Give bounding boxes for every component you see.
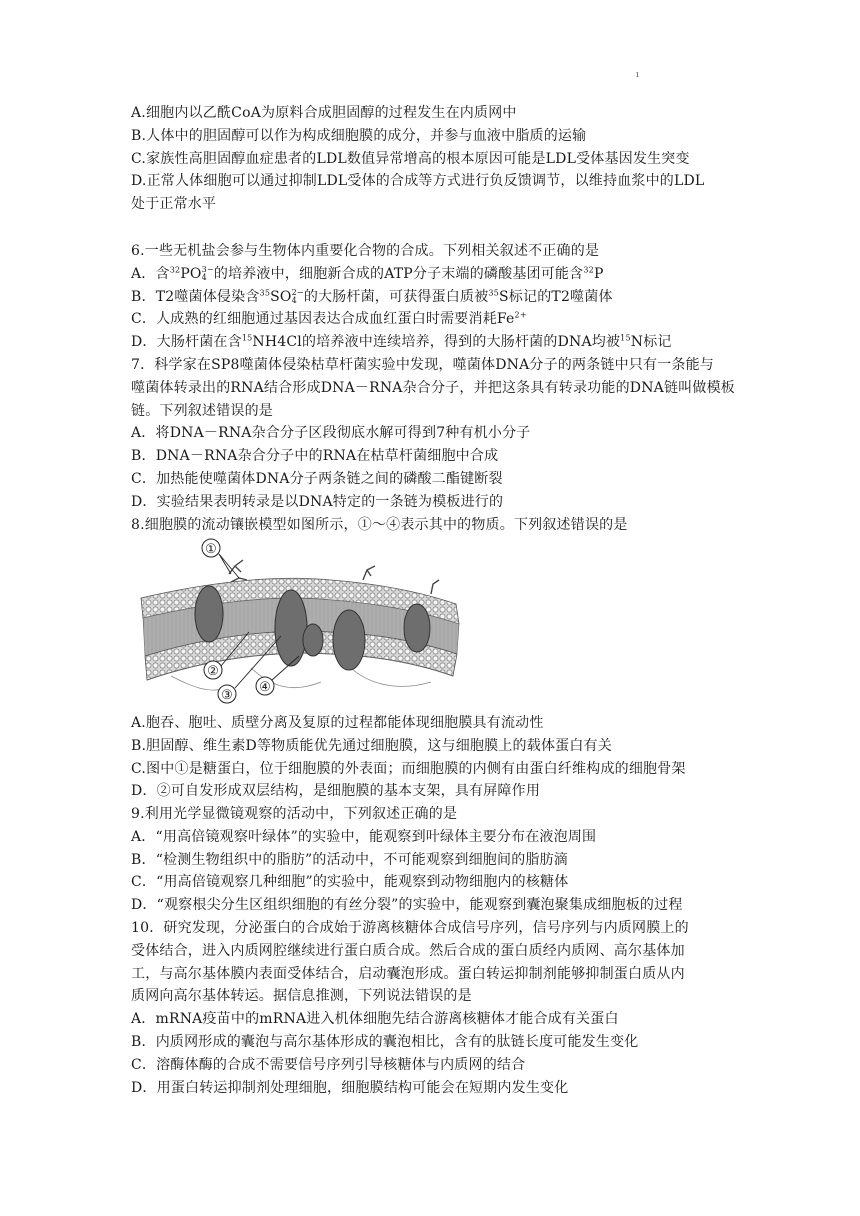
- q7-option-a: A．将DNA－RNA杂合分子区段彻底水解可得到7种有机小分子: [131, 425, 531, 442]
- q10-stem-line-2: 受体结合，进入内质网腔继续进行蛋白质合成。然后合成的蛋白质经内质网、高尔基体加: [131, 942, 685, 959]
- q10-stem-line-4: 质网向高尔基体转运。据信息推测，下列说法错误的是: [131, 988, 472, 1005]
- q6c-sup: 2+: [514, 310, 527, 320]
- q5-option-a: A.细胞内以乙酰CoA为原料合成胆固醇的过程发生在内质网中: [131, 105, 517, 121]
- q6d-mid: NH4Cl的培养液中连续培养，得到的大肠杆菌的DNA均被: [252, 334, 621, 351]
- q6a-ion: PO: [180, 265, 202, 282]
- q6c-pre: C．人成熟的红细胞通过基因表达合成血红蛋白时需要消耗Fe: [131, 311, 515, 328]
- q7-option-b: B．DNA－RNA杂合分子中的RNA在枯草杆菌细胞中合成: [131, 448, 499, 465]
- question-8-options: [131, 712, 741, 803]
- q6b-pre: B．T2噬菌体侵染含: [131, 288, 260, 305]
- q6-option-b: [131, 286, 741, 309]
- q6b-sup: 2−: [291, 287, 304, 297]
- q9-option-c: C．“用高倍镜观察几种细胞”的实验中，能观察到动物细胞内的核糖体: [131, 874, 569, 891]
- q10-option-a: A．mRNA疫苗中的mRNA进入机体细胞先结合游离核糖体才能合成有关蛋白: [131, 1011, 619, 1028]
- label-2: ②: [207, 664, 219, 679]
- q9-option-b: B．“检测生物组织中的脂肪”的活动中，不可能观察到细胞间的脂肪滴: [131, 851, 569, 868]
- q6d-iso: 15: [241, 333, 253, 343]
- q6a-sup: 3−: [201, 264, 214, 274]
- q8-option-a: A.胞吞、胞吐、质壁分离及复原的过程都能体现细胞膜具有流动性: [131, 715, 544, 731]
- q6d-iso2: 15: [620, 333, 631, 343]
- label-1-callout: [202, 539, 239, 578]
- q6b-iso: 35: [259, 287, 271, 297]
- q6a-iso: 32: [169, 265, 181, 275]
- q5-option-d-continued: 处于正常水平: [131, 196, 217, 213]
- label-3: ③: [221, 688, 233, 703]
- q6b-ion-script: [292, 289, 304, 305]
- q6d-tail: N标记: [630, 334, 672, 351]
- q7-stem-line-2: 噬菌体转录出的RNA结合形成DNA－RNA杂合分子，并把这条具有转录功能的DNA链叫做模板: [131, 379, 735, 396]
- q6b-ion: SO: [270, 288, 292, 305]
- q6b-iso2: 35: [488, 287, 500, 297]
- q6-option-a: [131, 263, 741, 286]
- question-10: [131, 917, 741, 1099]
- q9-stem: 9.利用光学显微镜观察的活动中，下列叙述正确的是: [131, 806, 458, 822]
- question-7: [131, 354, 741, 536]
- q7-option-d: D．实验结果表明转录是以DNA特定的一条链为模板进行的: [131, 493, 504, 510]
- q10-option-b: B．内质网形成的囊泡与高尔基体形成的囊泡相比，含有的肽链长度可能发生变化: [131, 1033, 639, 1050]
- q6-stem: 6.一些无机盐会参与生物体内重要化合物的合成。下列相关叙述不正确的是: [131, 243, 600, 259]
- q6a-sub: 4: [201, 272, 207, 282]
- q9-option-d: D．“观察根尖分生区组织细胞的有丝分裂”的实验中，能观察到囊泡聚集成细胞板的过程: [131, 897, 683, 914]
- q6a-post: 的培养液中，细胞新合成的ATP分子末端的磷酸基团可能含: [213, 265, 584, 282]
- q8-option-d: D．②可自发形成双层结构，是细胞膜的基本支架，具有屏障作用: [131, 783, 541, 800]
- q10-option-d: D．用蛋白转运抑制剂处理细胞，细胞膜结构可能会在短期内发生变化: [131, 1079, 569, 1096]
- q10-option-c: C．溶酶体酶的合成不需要信号序列引导核糖体与内质网的结合: [131, 1056, 526, 1073]
- q6b-tail: S标记的T2噬菌体: [499, 288, 613, 305]
- q5-option-d: D.正常人体细胞可以通过抑制LDL受体的合成等方式进行负反馈调节，以维持血浆中的LDL: [131, 173, 705, 190]
- header-mark: ı: [636, 70, 639, 80]
- q9-option-a: A．“用高倍镜观察叶绿体”的实验中，能观察到叶绿体主要分布在液泡周围: [131, 828, 597, 845]
- q10-stem-line-3: 工，与高尔基体膜内表面受体结合，启动囊泡形成。蛋白转运抑制剂能够抑制蛋白质从内: [131, 965, 685, 982]
- q6b-sub: 4: [291, 295, 297, 305]
- q10-stem-line-1: 10．研究发现，分泌蛋白的合成始于游离核糖体合成信号序列，信号序列与内质网膜上的: [131, 920, 689, 936]
- q6-option-c: [131, 308, 741, 331]
- label-4: ④: [259, 680, 271, 695]
- question-9: [131, 803, 741, 917]
- q6b-post: 的大肠杆菌，可获得蛋白质被: [303, 288, 489, 305]
- label-1: ①: [205, 542, 217, 557]
- q6-option-d: [131, 331, 741, 354]
- q7-stem-line-3: 链。下列叙述错误的是: [131, 402, 273, 419]
- q6a-iso2: 32: [583, 265, 594, 275]
- q5-option-c: C.家族性高胆固醇血症患者的LDL数值异常增高的根本原因可能是LDL受体基因发生突变: [131, 150, 690, 167]
- question-5-options: [131, 102, 741, 216]
- q6a-ion-script: [202, 266, 214, 282]
- q6a-pre: A．含: [131, 265, 170, 282]
- q8-option-c: C.图中①是糖蛋白，位于细胞膜的外表面；而细胞膜的内侧有由蛋白纤维构成的细胞骨架: [131, 760, 686, 777]
- q8-stem: 8.细胞膜的流动镶嵌模型如图所示，①～④表示其中的物质。下列叙述错误的是: [131, 516, 628, 533]
- q7-stem-line-1: 7．科学家在SP8噬菌体侵染枯草杆菌实验中发现，噬菌体DNA分子的两条链中只有一条能与: [131, 357, 715, 373]
- q6d-pre: D．大肠杆菌在含: [131, 334, 242, 351]
- membrane-diagram: [131, 536, 461, 708]
- q7-option-c: C．加热能使噬菌体DNA分子两条链之间的磷酸二酯键断裂: [131, 470, 503, 487]
- question-6: [131, 240, 741, 354]
- q5-option-b: B.人体中的胆固醇可以作为构成细胞膜的成分，并参与血液中脂质的运输: [131, 127, 587, 144]
- label-4-callout: [256, 656, 299, 695]
- q6a-tail: P: [593, 265, 604, 282]
- q8-option-b: B.胆固醇、维生素D等物质能优先通过细胞膜，这与细胞膜上的载体蛋白有关: [131, 737, 612, 754]
